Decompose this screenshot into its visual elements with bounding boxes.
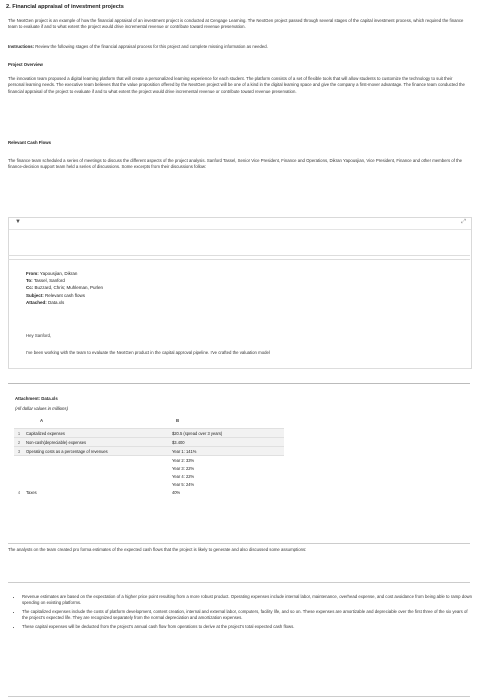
attached-label: Attached: bbox=[26, 299, 47, 305]
cc-value: Buzzard, Chris; Muhleman, Purlen bbox=[34, 285, 104, 291]
attachment-label: Attachment: bbox=[15, 396, 41, 401]
email-to bbox=[26, 277, 103, 284]
row-number: 1 bbox=[17, 430, 21, 436]
analysts-paragraph: The analysts on the team created pro forma estimates of the expected cash flows that the project is likely to generate and also discussed some assumptions: bbox=[8, 547, 307, 552]
attachment-table bbox=[14, 428, 284, 496]
table-row bbox=[14, 472, 284, 480]
row-label bbox=[24, 456, 158, 465]
email-toolbar bbox=[9, 218, 471, 230]
row-label bbox=[24, 472, 158, 480]
email-greeting: Hey Sanford, bbox=[26, 333, 52, 338]
row-label: Taxes bbox=[26, 489, 37, 495]
instructions-label: Instructions: bbox=[8, 44, 35, 49]
to-value: Tassel, Sanford bbox=[33, 278, 65, 284]
to-label: To: bbox=[26, 278, 33, 284]
row-number: 4 bbox=[17, 489, 21, 495]
table-row bbox=[14, 456, 284, 465]
row-value: Year 1: 141% bbox=[172, 448, 197, 454]
row-value: $3.400 bbox=[172, 439, 185, 445]
instructions-text: Review the following stages of the financial appraisal process for this project and complete missing information as needed. bbox=[35, 44, 268, 49]
subject-label: Subject: bbox=[26, 292, 44, 298]
divider bbox=[8, 255, 470, 256]
email-subject bbox=[26, 292, 103, 299]
list-item: • Revenue estimates are based on the expectation of a higher price point resulting from a more robust product. Operating expenses include internal labor, maintenance, overhead expense, and cost avoidance from being able to ramp down spending on existing platforms. bbox=[22, 594, 474, 607]
divider bbox=[8, 696, 470, 697]
divider bbox=[8, 383, 470, 384]
table-row bbox=[14, 464, 284, 472]
row-value: 40% bbox=[172, 489, 181, 495]
row-value: Year 5: 24% bbox=[172, 481, 195, 487]
overview-heading: Project Overview bbox=[8, 62, 43, 67]
row-value: Year 4: 22% bbox=[172, 473, 195, 479]
email-attached bbox=[26, 299, 103, 306]
relevant-paragraph: The finance team scheduled a series of meetings to discuss the different aspects of the project analysis. Sanford Tassel, Senior Vice President, Finance and Operations, Dikran Yapousjian, Vice President, Finance and other members of the finance-decision support team held a series of discussions. Some excerpts from their discussions follow: bbox=[8, 158, 463, 170]
row-number bbox=[14, 480, 24, 488]
row-number bbox=[14, 456, 24, 465]
table-row bbox=[14, 447, 284, 456]
list-item: • The capitalized expenses include the costs of platform development, content creation, internal and external labor, computers, facility life, and so on. These expenses are amortizable and depreciable over the first three of the six years of the project's expected life. They are recognized separately from the normal depreciation and amortization expenses. bbox=[22, 609, 474, 622]
row-label bbox=[24, 464, 158, 472]
row-label: Non-cash(depreciable) expenses bbox=[26, 439, 87, 445]
section-title: 2. Financial appraisal of investment projects bbox=[6, 4, 124, 10]
expand-icon[interactable]: ⤢ bbox=[461, 219, 466, 225]
attachment-file[interactable]: Data.xls bbox=[41, 396, 58, 401]
list-item: • These capital expenses will be deducted from the project's annual cash flow from operations to derive at the project's total expected cash flows. bbox=[22, 624, 474, 630]
instructions bbox=[8, 44, 470, 50]
column-header-b: B bbox=[176, 418, 180, 423]
row-number bbox=[14, 464, 24, 472]
row-number: 2 bbox=[17, 439, 21, 445]
email-from bbox=[26, 270, 103, 277]
table-row bbox=[14, 438, 284, 447]
column-header-a: A bbox=[40, 418, 44, 423]
email-body: I've been working with the team to evaluate the NextGen product in the capital approval pipeline. I've crafted the valuation model bbox=[26, 350, 270, 355]
row-label: Capitalized expenses bbox=[26, 430, 65, 436]
relevant-heading: Relevant Cash Flows bbox=[8, 140, 51, 145]
attached-value[interactable]: Data.xls bbox=[48, 299, 65, 305]
divider bbox=[8, 259, 470, 260]
row-label: Operating costs as a percentage of revenues bbox=[26, 448, 108, 454]
divider bbox=[8, 368, 470, 369]
from-label: From: bbox=[26, 271, 39, 276]
table-row bbox=[14, 429, 284, 438]
row-value: Year 3: 22% bbox=[172, 465, 195, 471]
divider bbox=[8, 582, 470, 583]
divider bbox=[8, 543, 470, 544]
row-value: Year 2: 33% bbox=[172, 457, 195, 463]
assumptions-list bbox=[14, 594, 474, 632]
table-row bbox=[14, 480, 284, 488]
email-header bbox=[26, 270, 103, 306]
attachment-note: (All dollar values in millions) bbox=[15, 406, 69, 411]
from-value: Yapousjian, Dikran bbox=[39, 271, 78, 276]
email-cc bbox=[26, 284, 103, 291]
row-value: $20.5 (spread over 3 years) bbox=[172, 430, 223, 436]
chevron-down-icon[interactable]: ▼ bbox=[15, 219, 21, 225]
intro-paragraph: The NextGen project is an example of how the financial appraisal of an investment project is conducted at Cengage Learning. The NextGen project passed through several stages of the capital investment process, which required the finance team to evaluate if and to what extent the project would drive incremental revenue or contribute toward revenue preservation. bbox=[8, 18, 464, 30]
cc-label: Cc: bbox=[26, 285, 34, 291]
row-number: 3 bbox=[17, 448, 21, 454]
row-number bbox=[14, 472, 24, 480]
attachment-title bbox=[15, 396, 58, 401]
table-row bbox=[14, 488, 284, 496]
subject-value: Relevant cash flows bbox=[45, 292, 86, 298]
overview-paragraph: The innovation team proposed a digital learning platform that will create a personalized learning experience for each student. The platform consists of a set of flexible tools that will allow students to customize the technology to suit their personal learning needs. The executive team believes that the value proposition offered by the NextGen project will be one of a kind in the digital learning space and give the company a first-mover advantage. The finance team conducted the financial appraisal of the project to evaluate if and to what extent the project would drive incremental revenue or contribute toward revenue preservation. bbox=[8, 76, 465, 94]
row-label bbox=[24, 480, 158, 488]
